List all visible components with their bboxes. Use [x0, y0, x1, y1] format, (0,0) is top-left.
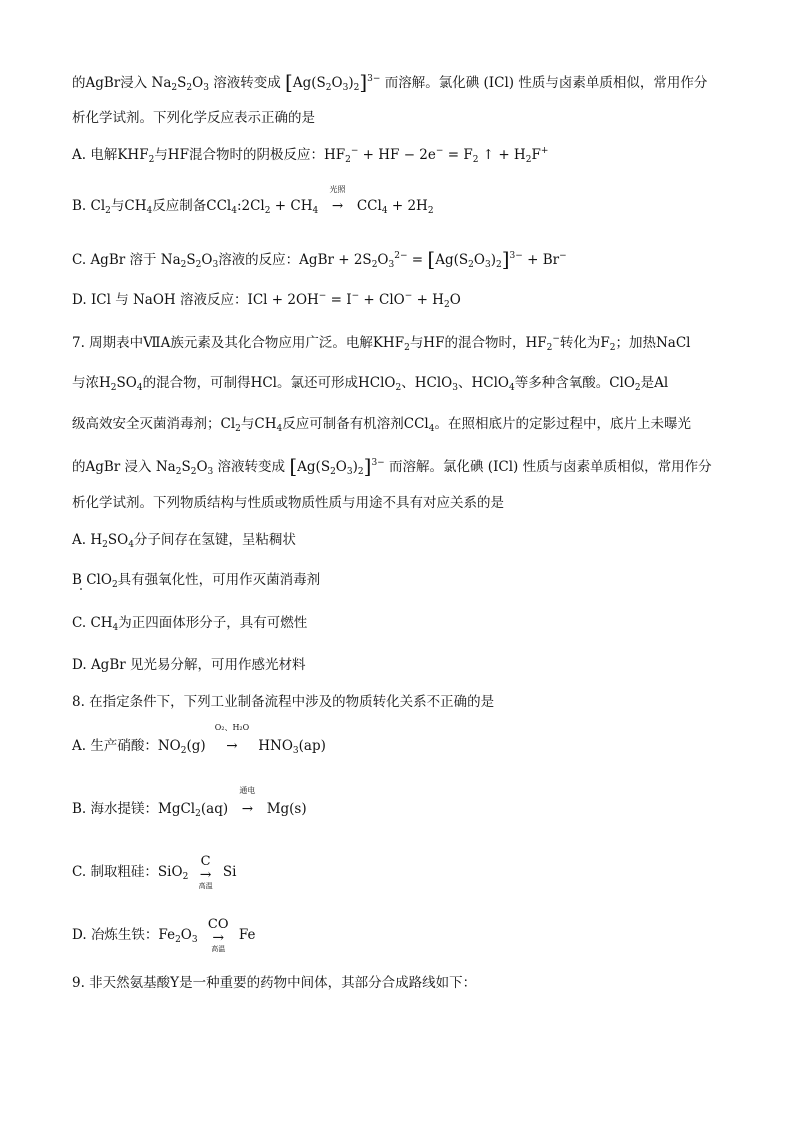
q7-option-b: B ClO$_2$具有强氧化性，可用作灭菌消毒剂	[72, 572, 321, 590]
q7-option-c: C. $CH_4$为正四面体形分子，具有可燃性	[72, 615, 308, 633]
q6-option-a: A. 电解$KHF_2$与HF混合物时的阴极反应：$HF_2^-$ + HF − $2e^- = F_2$ ↑ + $H_2F^+$	[72, 146, 549, 165]
q7-option-a: A. $H_2SO_4$分子间存在氢键，呈粘稠状	[72, 532, 296, 550]
q6-stem-line-1: 的AgBr浸入 $Na_2S_2O_3$ 溶液转变成 $[Ag(S_2O_3)_2]^{3-}$ 而溶解。氯化碘 (ICl) 性质与卤素单质相似，常用作分	[72, 70, 708, 94]
q6-stem-line-2: 析化学试剂。下列化学反应表示正确的是	[72, 110, 315, 126]
q7-stem-line-4: 的AgBr 浸入 $Na_2S_2O_3$ 溶液转变成 $[Ag(S_2O_3)_2]^{3-}$ 而溶解。氯化碘 (ICl) 性质与卤素单质相似，常用作分	[72, 454, 712, 478]
reaction-arrow: O₂、H₂O →	[214, 723, 250, 754]
q6-option-c: C. AgBr 溶于 $Na_2S_2O_3$溶液的反应：AgBr + $2S_2O_3^{2-} = [Ag(S_2O_3)_2]^{3-} + Br^-$	[72, 247, 567, 271]
q7-stem-line-1: 7. 周期表中ⅦA族元素及其化合物应用广泛。电解$KHF_2$与HF的混合物时，$HF_2^-$转化为$F_2$；加热NaCl	[72, 334, 691, 353]
q8-option-a: A. 生产硝酸：$NO_2(g)$ O₂、H₂O → $HNO_3(ap)$	[72, 723, 326, 756]
q8-option-d: D. 冶炼生铁：$Fe_2O_3$ CO → 高温 Fe	[72, 917, 256, 953]
q8-stem: 8. 在指定条件下，下列工业制备流程中涉及的物质转化关系不正确的是	[72, 694, 495, 710]
q6-option-d: D. ICl 与 NaOH 溶液反应：ICl + $2OH^- = I^- + ClO^- + H_2O$	[72, 291, 461, 310]
q7-stem-line-3: 级高效安全灭菌消毒剂；$Cl_2$与$CH_4$反应可制备有机溶剂CCl$_4$。在照相底片的定影过程中，底片上未曝光	[72, 416, 691, 434]
reaction-arrow: CO → 高温	[207, 917, 229, 953]
q8-option-c: C. 制取粗硅：SiO$_2$ C → 高温 Si	[72, 854, 237, 890]
q9-stem: 9. 非天然氨基酸Y是一种重要的药物中间体，其部分合成路线如下：	[72, 975, 477, 991]
reaction-arrow: 通电 →	[239, 786, 256, 817]
q7-stem-line-5: 析化学试剂。下列物质结构与性质或物质性质与用途不具有对应关系的是	[72, 495, 504, 511]
reaction-arrow: 光照 →	[329, 185, 346, 214]
q7-stem-line-2: 与浓$H_2SO_4$的混合物，可制得HCl。氯还可形成HClO$_2$、HClO$_3$、HClO$_4$等多种含氧酸。ClO$_2$是Al	[72, 375, 669, 393]
q7-option-d: D. AgBr 见光易分解，可用作感光材料	[72, 657, 306, 673]
q6-option-b: B. $Cl_2$与$CH_4$反应制备$CCl_4:2Cl_2 + CH_4$ 光照 → $CCl_4 + 2H_2$	[72, 185, 434, 216]
reaction-arrow: C → 高温	[198, 854, 213, 890]
q8-option-b: B. 海水提镁：MgCl$_2$(aq) 通电 → Mg(s)	[72, 786, 307, 819]
scan-dot	[80, 588, 82, 590]
